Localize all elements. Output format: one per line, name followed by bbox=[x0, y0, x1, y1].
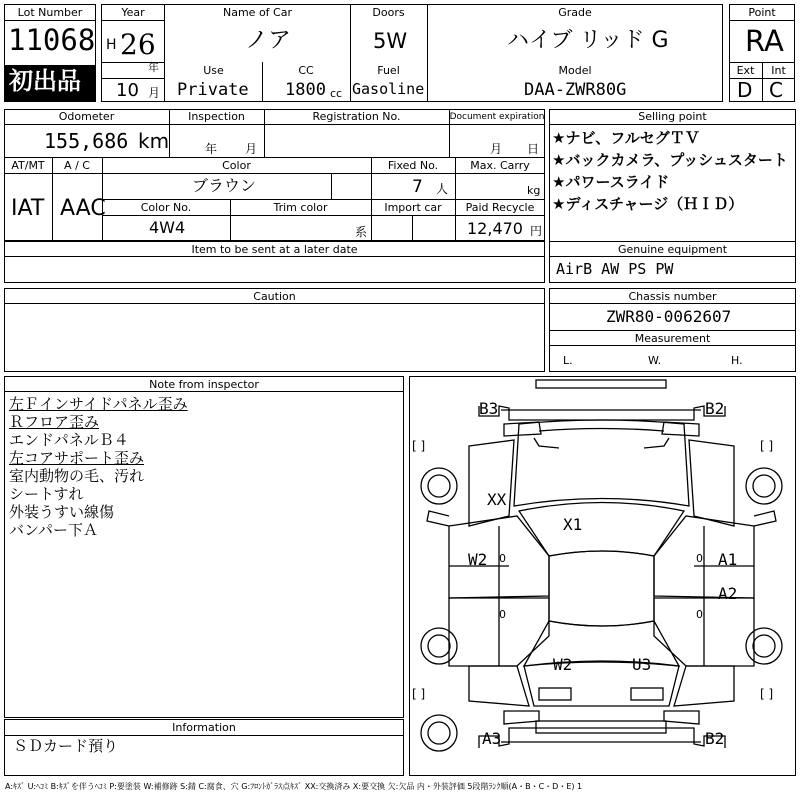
cc-unit: cc bbox=[330, 87, 343, 100]
note-line: バンパー下Ａ bbox=[9, 521, 98, 539]
rear-bumper-outline bbox=[479, 728, 725, 748]
measurement-l: L. bbox=[563, 354, 573, 367]
mark-w2-bottom: W2 bbox=[553, 655, 573, 674]
wheel-front-left-icon bbox=[421, 468, 457, 504]
note-line: Ｒフロア歪み bbox=[9, 413, 100, 431]
genuine-header: Genuine equipment bbox=[617, 243, 728, 256]
docexp-month-kanji: 月 bbox=[490, 142, 503, 156]
doors-value: 5W bbox=[373, 29, 408, 53]
fuel-header: Fuel bbox=[377, 64, 400, 77]
measurement-w: W. bbox=[648, 354, 662, 367]
spare-wheel-icon bbox=[421, 715, 457, 751]
use-header: Use bbox=[203, 64, 224, 77]
inspection-year-kanji: 年 bbox=[205, 142, 218, 156]
mark-x1: X1 bbox=[563, 515, 583, 534]
later-header: Item to be sent at a later date bbox=[191, 243, 358, 256]
legend-text: A:ｷｽﾞ U:ﾍｺﾐ B:ｷｽﾞを伴うﾍｺﾐ P:要塗装 W:補修跡 S:錆 C:腐食、穴 G:ﾌﾛﾝﾄｶﾞﾗｽ点ｷｽﾞ XX:交換済み X:要交換 欠:欠品 内・外装評価 5段階ﾗﾝｸ順(A・B・C・D・E) 1 bbox=[5, 782, 583, 791]
bracket-right-2: [ ] bbox=[760, 687, 774, 701]
note-line: 室内動物の毛、汚れ bbox=[9, 467, 145, 485]
grade-value: ハイブ リッド G bbox=[507, 28, 669, 53]
zero-marker: 0 bbox=[696, 552, 703, 565]
fixed-value: 7 bbox=[412, 177, 423, 197]
front-grille bbox=[536, 380, 666, 388]
bracket-right-1: [ ] bbox=[760, 439, 774, 453]
selling-item-2: ★バックカメラ、プッシュスタート bbox=[552, 151, 788, 169]
fuel-value: Gasoline bbox=[352, 80, 425, 98]
selling-item-3: ★パワースライド bbox=[552, 173, 670, 191]
month-value: 10 bbox=[116, 80, 139, 101]
doors-header: Doors bbox=[372, 6, 405, 19]
chassis-value: ZWR80-0062607 bbox=[606, 307, 732, 326]
genuine-value: AirB AW PS PW bbox=[556, 260, 674, 278]
ac-header: A / C bbox=[64, 159, 90, 172]
colorno-value: 4W4 bbox=[149, 218, 186, 237]
int-value: C bbox=[769, 78, 783, 102]
cc-value: 1800 bbox=[285, 80, 326, 100]
odometer-unit: km bbox=[138, 129, 170, 153]
wheel-rear-right-icon bbox=[746, 628, 782, 664]
odometer-value: 155,686 bbox=[44, 129, 129, 153]
mark-a1: A1 bbox=[718, 550, 738, 569]
name-header: Name of Car bbox=[223, 6, 292, 19]
car-name: ノア bbox=[245, 27, 291, 53]
color-value: ブラウン bbox=[192, 176, 257, 195]
model-value: DAA-ZWR80G bbox=[524, 80, 627, 100]
zero-marker: 0 bbox=[499, 608, 506, 621]
zero-marker: 0 bbox=[696, 608, 703, 621]
selling-header: Selling point bbox=[638, 110, 707, 123]
inspection-month-kanji: 月 bbox=[245, 142, 258, 156]
odometer-header: Odometer bbox=[58, 110, 115, 123]
car-diagram bbox=[409, 376, 796, 776]
mark-b2-top: B2 bbox=[705, 399, 725, 418]
mark-w2-left: W2 bbox=[468, 550, 488, 569]
model-header: Model bbox=[558, 64, 592, 77]
cc-header: CC bbox=[298, 64, 314, 77]
trim-header: Trim color bbox=[273, 201, 328, 214]
point-header: Point bbox=[748, 6, 776, 19]
use-value: Private bbox=[177, 80, 249, 100]
front-bumper-outline bbox=[479, 406, 725, 420]
note-header: Note from inspector bbox=[149, 378, 259, 391]
note-line: エンドパネルＢ４ bbox=[9, 431, 129, 449]
recycle-header: Paid Recycle bbox=[465, 201, 535, 214]
recycle-unit: 円 bbox=[530, 224, 543, 238]
ac-value: AAC bbox=[60, 196, 106, 221]
note-line: 左コアサポート歪み bbox=[9, 449, 145, 467]
month-kanji: 月 bbox=[148, 86, 161, 100]
year-value: 26 bbox=[120, 28, 156, 61]
rear-window-outline bbox=[524, 621, 679, 666]
ext-value: D bbox=[737, 78, 753, 102]
ext-header: Ext bbox=[736, 64, 755, 77]
mark-b3: B3 bbox=[479, 399, 499, 418]
note-lines bbox=[4, 395, 400, 595]
information-value: ＳＤカード預り bbox=[13, 737, 119, 755]
mark-a2: A2 bbox=[718, 584, 738, 603]
docexp-header: Document expiration bbox=[449, 112, 545, 122]
recycle-value: 12,470 bbox=[467, 219, 523, 238]
carry-header: Max. Carry bbox=[470, 159, 530, 172]
mark-b2-bottom: B2 bbox=[705, 729, 725, 748]
point-value: RA bbox=[745, 24, 784, 58]
colorno-header: Color No. bbox=[140, 201, 192, 214]
caution-header: Caution bbox=[253, 290, 296, 303]
fixed-header: Fixed No. bbox=[387, 159, 439, 172]
lot-header: Lot Number bbox=[17, 6, 83, 19]
roof-outline bbox=[549, 551, 654, 626]
mark-a3: A3 bbox=[482, 729, 502, 748]
grade-header: Grade bbox=[558, 6, 592, 19]
year-header: Year bbox=[121, 6, 145, 19]
selling-item-1: ★ナビ、フルセグＴＶ bbox=[552, 129, 700, 147]
information-header: Information bbox=[172, 721, 236, 734]
zero-marker: 0 bbox=[499, 552, 506, 565]
atmt-value: IAT bbox=[11, 196, 45, 221]
docexp-day-kanji: 日 bbox=[527, 142, 540, 156]
lot-number: 11068 bbox=[8, 23, 96, 57]
measurement-h: H. bbox=[731, 354, 743, 367]
first-listing-text: 初出品 bbox=[9, 67, 81, 95]
carry-unit: kg bbox=[527, 184, 541, 197]
year-kanji: 年 bbox=[148, 61, 159, 74]
fixed-unit: 人 bbox=[436, 182, 449, 196]
note-line: 外装うすい線傷 bbox=[9, 503, 115, 521]
import-header: Import car bbox=[384, 201, 442, 214]
registration-header: Registration No. bbox=[312, 110, 401, 123]
bracket-left-2: [ ] bbox=[412, 687, 426, 701]
measurement-header: Measurement bbox=[634, 332, 711, 345]
bracket-left-1: [ ] bbox=[412, 439, 426, 453]
note-line: 左Ｆインサイドパネル歪み bbox=[9, 395, 188, 413]
trim-unit: 系 bbox=[355, 225, 368, 239]
atmt-header: AT/MT bbox=[11, 159, 45, 172]
mark-xx: XX bbox=[487, 490, 507, 509]
windshield-outline bbox=[519, 503, 684, 557]
note-line: シートすれ bbox=[9, 485, 84, 503]
int-header: Int bbox=[771, 64, 786, 77]
mark-u3: U3 bbox=[632, 655, 652, 674]
chassis-header: Chassis number bbox=[628, 290, 717, 303]
selling-item-4: ★ディスチャージ（ＨＩＤ） bbox=[552, 195, 744, 213]
wheel-front-right-icon bbox=[746, 468, 782, 504]
year-era: H bbox=[106, 37, 117, 53]
color-header: Color bbox=[222, 159, 251, 172]
wheel-rear-left-icon bbox=[421, 628, 457, 664]
inspection-header: Inspection bbox=[188, 110, 245, 123]
